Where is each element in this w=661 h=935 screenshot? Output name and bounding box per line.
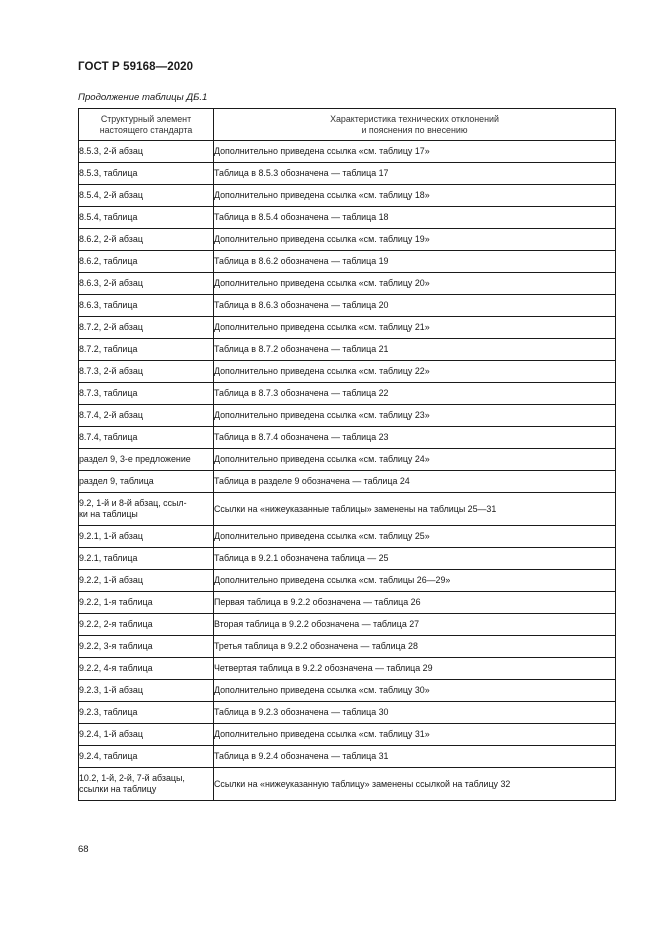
description-cell: Ссылки на «нижеуказанную таблицу» заменены ссылкой на таблицу 32 <box>214 768 616 801</box>
description-cell: Таблица в 8.7.2 обозначена — таблица 21 <box>214 339 616 361</box>
table-row <box>79 592 616 614</box>
description-cell: Дополнительно приведена ссылка «см. таблицу 20» <box>214 273 616 295</box>
element-cell: 9.2.2, 3-я таблица <box>79 636 214 658</box>
table-row <box>79 405 616 427</box>
table-row <box>79 526 616 548</box>
column-header-element <box>79 109 214 141</box>
description-cell: Таблица в 9.2.3 обозначена — таблица 30 <box>214 702 616 724</box>
table-row <box>79 680 616 702</box>
element-cell-line: 9.2, 1-й и 8-й абзац, ссыл- <box>79 497 187 508</box>
table-row <box>79 273 616 295</box>
description-cell: Дополнительно приведена ссылка «см. таблицу 24» <box>214 449 616 471</box>
table-row <box>79 317 616 339</box>
description-cell: Таблица в 8.7.3 обозначена — таблица 22 <box>214 383 616 405</box>
page-number: 68 <box>78 844 89 855</box>
column-header-line: Характеристика технических отклонений <box>330 113 499 124</box>
table-row <box>79 746 616 768</box>
element-cell: 8.5.3, таблица <box>79 163 214 185</box>
table-row <box>79 449 616 471</box>
element-cell: 8.7.2, таблица <box>79 339 214 361</box>
description-cell: Дополнительно приведена ссылка «см. таблицу 30» <box>214 680 616 702</box>
element-cell: 8.6.3, таблица <box>79 295 214 317</box>
description-cell: Таблица в 8.7.4 обозначена — таблица 23 <box>214 427 616 449</box>
element-cell: 9.2.3, 1-й абзац <box>79 680 214 702</box>
element-cell: 9.2.4, таблица <box>79 746 214 768</box>
element-cell: 8.7.4, таблица <box>79 427 214 449</box>
element-cell: раздел 9, 3-е предложение <box>79 449 214 471</box>
element-cell: 9.2.1, 1-й абзац <box>79 526 214 548</box>
table-row <box>79 185 616 207</box>
table-row <box>79 295 616 317</box>
table-row <box>79 702 616 724</box>
description-cell: Таблица в 8.6.2 обозначена — таблица 19 <box>214 251 616 273</box>
element-cell: 8.7.2, 2-й абзац <box>79 317 214 339</box>
description-cell: Таблица в 9.2.1 обозначена таблица — 25 <box>214 548 616 570</box>
description-cell: Первая таблица в 9.2.2 обозначена — таблица 26 <box>214 592 616 614</box>
element-cell: 9.2.3, таблица <box>79 702 214 724</box>
column-header-line: Структурный элемент <box>100 113 192 124</box>
description-cell: Таблица в разделе 9 обозначена — таблица 24 <box>214 471 616 493</box>
element-cell: 8.6.2, таблица <box>79 251 214 273</box>
column-header-line: и пояснения по внесению <box>361 124 468 135</box>
description-cell: Дополнительно приведена ссылка «см. таблицу 22» <box>214 361 616 383</box>
description-cell: Дополнительно приведена ссылка «см. таблицу 25» <box>214 526 616 548</box>
table-caption: Продолжение таблицы ДБ.1 <box>78 92 208 103</box>
description-cell: Таблица в 8.5.3 обозначена — таблица 17 <box>214 163 616 185</box>
description-cell: Дополнительно приведена ссылка «см. таблицу 31» <box>214 724 616 746</box>
table-row <box>79 768 616 801</box>
element-cell: 8.6.2, 2-й абзац <box>79 229 214 251</box>
element-cell <box>79 493 214 526</box>
description-cell: Таблица в 8.6.3 обозначена — таблица 20 <box>214 295 616 317</box>
table-header-row <box>79 109 616 141</box>
element-cell: 8.5.3, 2-й абзац <box>79 141 214 163</box>
element-cell: раздел 9, таблица <box>79 471 214 493</box>
description-cell: Таблица в 8.5.4 обозначена — таблица 18 <box>214 207 616 229</box>
element-cell: 9.2.2, 2-я таблица <box>79 614 214 636</box>
description-cell: Дополнительно приведена ссылка «см. таблицу 19» <box>214 229 616 251</box>
table-row <box>79 229 616 251</box>
element-cell: 9.2.2, 1-й абзац <box>79 570 214 592</box>
element-cell: 9.2.2, 1-я таблица <box>79 592 214 614</box>
description-cell: Таблица в 9.2.4 обозначена — таблица 31 <box>214 746 616 768</box>
description-cell: Четвертая таблица в 9.2.2 обозначена — таблица 29 <box>214 658 616 680</box>
element-cell: 8.7.3, 2-й абзац <box>79 361 214 383</box>
description-cell: Дополнительно приведена ссылка «см. таблицу 21» <box>214 317 616 339</box>
element-cell: 9.2.1, таблица <box>79 548 214 570</box>
column-header-description <box>214 109 616 141</box>
table-row <box>79 548 616 570</box>
element-cell: 9.2.2, 4-я таблица <box>79 658 214 680</box>
document-header: ГОСТ Р 59168—2020 <box>78 61 194 73</box>
element-cell: 9.2.4, 1-й абзац <box>79 724 214 746</box>
description-cell: Ссылки на «нижеуказанные таблицы» заменены на таблицы 25—31 <box>214 493 616 526</box>
description-cell: Вторая таблица в 9.2.2 обозначена — таблица 27 <box>214 614 616 636</box>
element-cell: 8.7.4, 2-й абзац <box>79 405 214 427</box>
element-cell: 8.6.3, 2-й абзац <box>79 273 214 295</box>
table-row <box>79 383 616 405</box>
element-cell-line: ки на таблицы <box>79 509 138 519</box>
table-row <box>79 724 616 746</box>
element-cell <box>79 768 214 801</box>
table-row <box>79 163 616 185</box>
deviations-table <box>78 108 616 801</box>
element-cell-line: ссылки на таблицу <box>79 784 157 794</box>
table-row <box>79 207 616 229</box>
table-row <box>79 570 616 592</box>
table-row <box>79 471 616 493</box>
element-cell: 8.5.4, 2-й абзац <box>79 185 214 207</box>
table-row <box>79 636 616 658</box>
description-cell: Дополнительно приведена ссылка «см. таблицы 26—29» <box>214 570 616 592</box>
description-cell: Дополнительно приведена ссылка «см. таблицу 17» <box>214 141 616 163</box>
column-header-line: настоящего стандарта <box>99 124 193 135</box>
element-cell: 8.5.4, таблица <box>79 207 214 229</box>
table-row <box>79 614 616 636</box>
element-cell-line: 10.2, 1-й, 2-й, 7-й абзацы, <box>79 772 185 783</box>
table-row <box>79 427 616 449</box>
table-row <box>79 251 616 273</box>
table-row <box>79 658 616 680</box>
table-row <box>79 339 616 361</box>
table-row <box>79 361 616 383</box>
element-cell: 8.7.3, таблица <box>79 383 214 405</box>
table-row <box>79 141 616 163</box>
description-cell: Дополнительно приведена ссылка «см. таблицу 18» <box>214 185 616 207</box>
description-cell: Третья таблица в 9.2.2 обозначена — таблица 28 <box>214 636 616 658</box>
description-cell: Дополнительно приведена ссылка «см. таблицу 23» <box>214 405 616 427</box>
table-row <box>79 493 616 526</box>
